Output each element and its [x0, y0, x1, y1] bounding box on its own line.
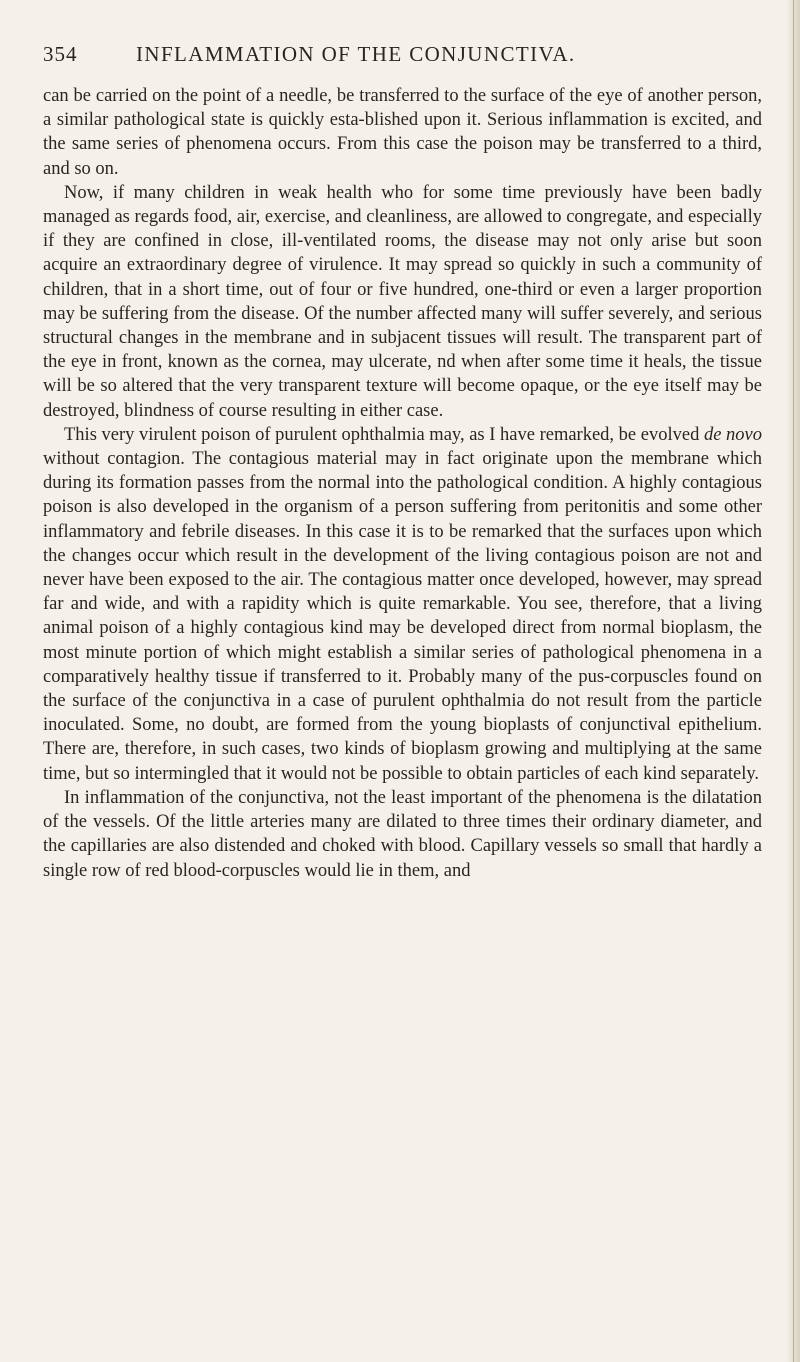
body-text	[43, 84, 762, 883]
running-head: INFLAMMATION OF THE CONJUNCTIVA.	[136, 42, 576, 66]
paragraph-children-virulence: Now, if many children in weak health who for some time previously have been badly managed as regards food, air, exercise, and cleanliness, are allowed to congregate, and especially if they are confined in close, ill-ventilated rooms, the disease may not only arise but soon acquire an extraordinary degree of virulence. It may spread so quickly in such a community of children, that in a short time, out of four or five hundred, one-third or even a larger proportion may be suffering from the disease. Of the number affected many will suffer severely, and serious structural changes in the membrane and in subjacent tissues will result. The transparent part of the eye in front, known as the cornea, may ulcerate, nd when after some time it heals, the tissue will be so altered that the very transparent texture will become opaque, or the eye itself may be destroyed, blindness of course resulting in either case.	[43, 182, 762, 421]
paragraph-vessel-dilatation: In inflammation of the conjunctiva, not the least important of the phenomena is the dilatation of the vessels. Of the little arteries many are dilated to three times their ordinary diameter, and the capillaries are also distended and choked with blood. Capillary vessels so small that hardly a single row of red blood-corpuscles would lie in them, and	[43, 787, 762, 881]
page-header	[43, 42, 763, 72]
paragraph-contagious-poison	[43, 423, 762, 786]
page-number: 354	[43, 42, 78, 66]
paragraph-continuation: can be carried on the point of a needle, be transferred to the surface of the eye of another person, a similar pathological state is quickly esta-blished upon it. Serious inflammation is excited, and the same series of phenomena occurs. From this case the poison may be transferred to a third, and so on.	[43, 86, 762, 179]
paragraph-text-before: This very virulent poison of purulent ophthalmia may, as I have remarked, be evolved	[64, 424, 704, 445]
italic-phrase: de novo	[703, 424, 763, 445]
page-edge-line	[793, 0, 794, 1362]
paragraph-text-after: without contagion. The contagious material may in fact originate upon the membrane which during its formation passes from the normal into the pathological condition. A highly contagious poison is also developed in the organism of a person suffering from peritonitis and some other inflammatory and febrile diseases. In this case it is to be remarked that the surfaces upon which the changes occur which result in the development of the living contagious poison are not and never have been exposed to the air. The contagious matter once developed, however, may spread far and wide, and with a rapidity which is quite remarkable. You see, therefore, that a living animal poison of a highly contagious kind may be developed direct from normal bioplasm, the most minute portion of which might establish a similar series of pathological phenomena in a comparatively healthy tissue if transferred to it. Probably many of the pus-corpuscles found on the surface of the conjunctiva in a case of purulent ophthalmia do not result from the particle inoculated. Some, no doubt, are formed from the young bioplasts of conjunctival epithelium. There are, therefore, in such cases, two kinds of bioplasm growing and multiplying at the same time, but so intermingled that it would not be possible to obtain particles of each kind separately.	[43, 449, 762, 784]
